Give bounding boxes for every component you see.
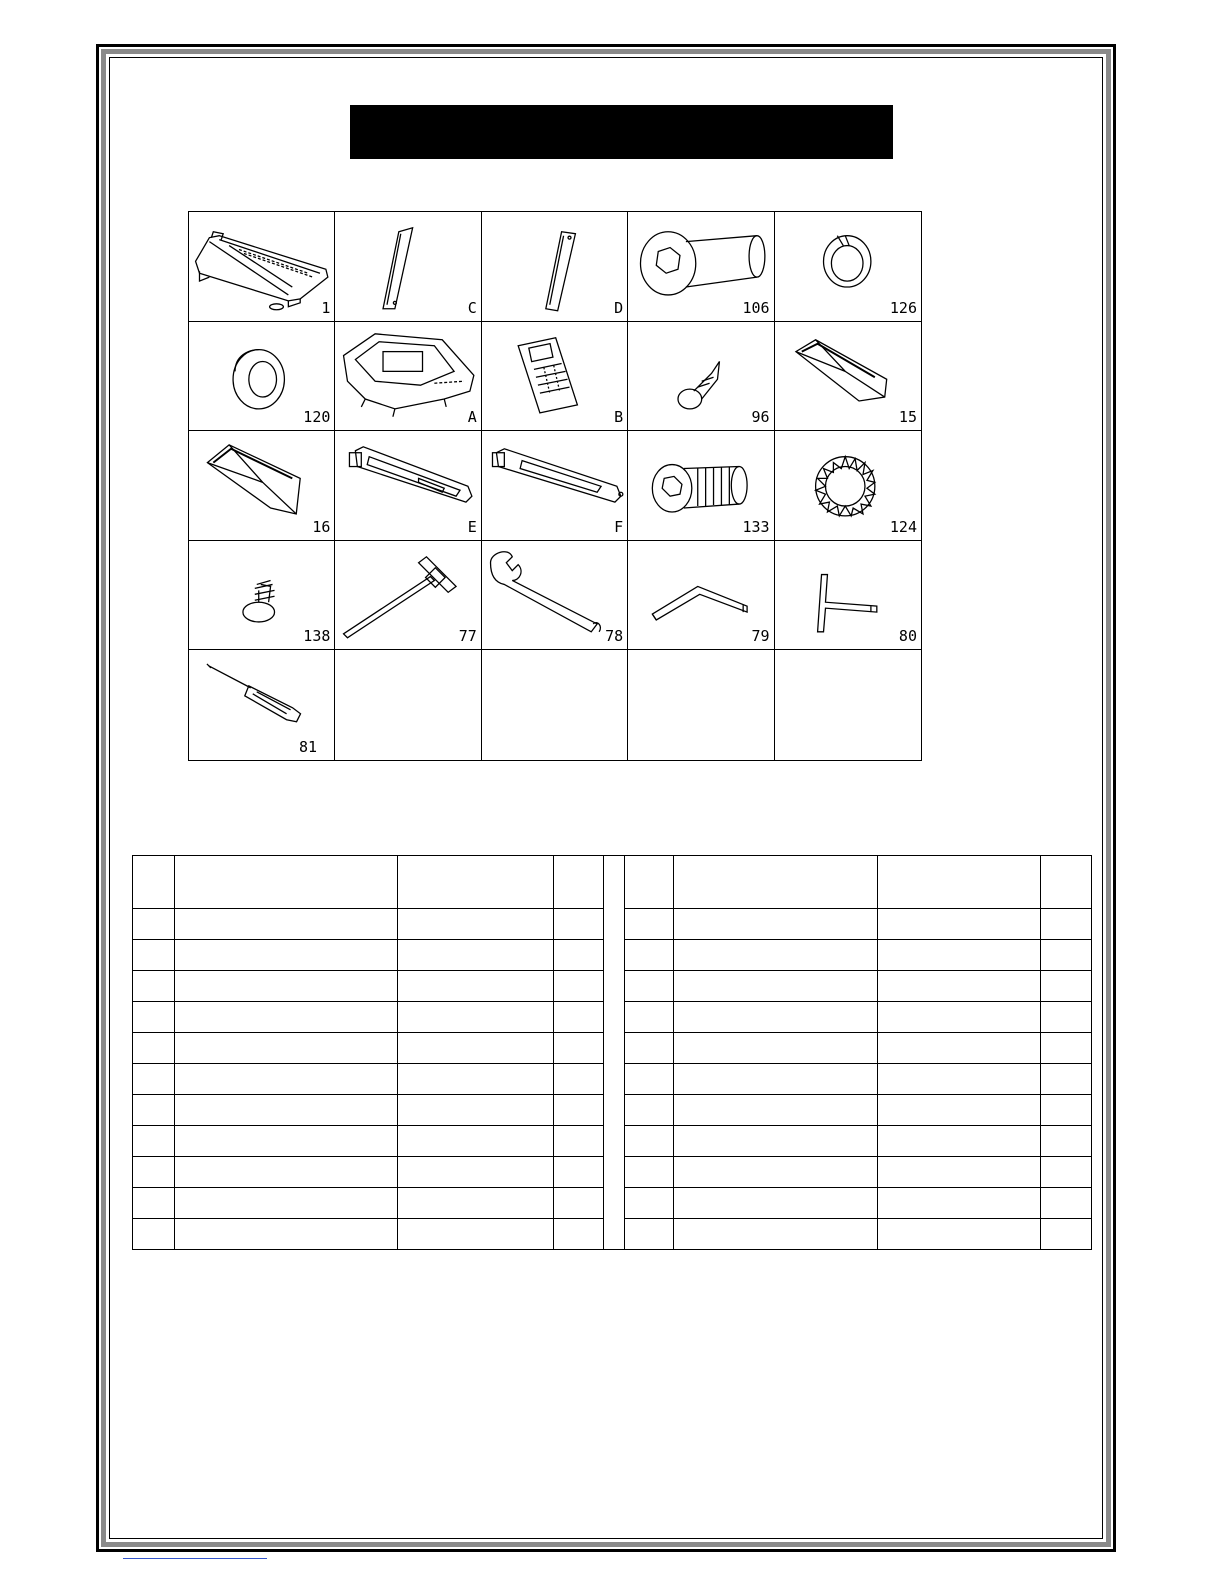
part-label: F	[614, 517, 624, 536]
part-label: D	[614, 298, 624, 317]
table-cell	[175, 971, 398, 1002]
table-cell	[625, 1188, 674, 1219]
table-cell	[554, 1095, 604, 1126]
header-cell	[175, 856, 398, 909]
table-cell	[1041, 1033, 1092, 1064]
table-cell	[398, 971, 554, 1002]
table-cell	[878, 1157, 1041, 1188]
table-cell	[133, 1002, 175, 1033]
footer-link-underline	[123, 1558, 267, 1559]
table-cell	[554, 1033, 604, 1064]
table-cell	[175, 1064, 398, 1095]
part-cell-120	[189, 322, 335, 432]
table-cell	[674, 1002, 878, 1033]
part-cell-79	[628, 541, 774, 651]
header-cell	[1041, 856, 1092, 909]
part-label: 138	[303, 627, 331, 646]
table-header-row	[133, 856, 1092, 909]
part-cell-empty	[482, 650, 628, 760]
table-cell	[674, 1033, 878, 1064]
part-cell-126	[775, 212, 921, 322]
table-cell	[133, 971, 175, 1002]
table-cell	[554, 1126, 604, 1157]
table-cell	[554, 971, 604, 1002]
table-cell	[1041, 1095, 1092, 1126]
table-cell	[878, 1033, 1041, 1064]
part-label: E	[467, 517, 477, 536]
table-cell	[175, 1126, 398, 1157]
table-cell	[133, 1033, 175, 1064]
part-cell-77	[335, 541, 481, 651]
part-label: 126	[889, 298, 917, 317]
part-cell-133	[628, 431, 774, 541]
table-cell	[554, 909, 604, 940]
table-cell	[398, 1188, 554, 1219]
table-cell	[625, 909, 674, 940]
table-cell	[878, 1095, 1041, 1126]
table-cell	[878, 1188, 1041, 1219]
table-cell	[398, 1002, 554, 1033]
part-cell-empty	[335, 650, 481, 760]
title-bar	[350, 105, 893, 159]
table-cell	[878, 909, 1041, 940]
table-cell	[175, 1219, 398, 1250]
part-label: 133	[742, 517, 770, 536]
parts-list-table	[132, 855, 1092, 1250]
table-cell	[1041, 1219, 1092, 1250]
console-frame-icon	[335, 322, 480, 431]
table-cell	[398, 940, 554, 971]
part-cell-e	[335, 431, 481, 541]
part-cell-124	[775, 431, 921, 541]
upright-bar-icon	[482, 212, 627, 321]
part-label: B	[614, 408, 624, 427]
table-cell	[175, 1188, 398, 1219]
part-label: 16	[312, 517, 331, 536]
table-cell	[1041, 940, 1092, 971]
part-label: A	[467, 408, 477, 427]
part-cell-d	[482, 212, 628, 322]
table-cell	[554, 1188, 604, 1219]
table-cell	[878, 1126, 1041, 1157]
table-cell	[878, 1002, 1041, 1033]
table-cell	[554, 1002, 604, 1033]
part-cell-138	[189, 541, 335, 651]
part-label: 15	[898, 408, 917, 427]
table-cell	[554, 1219, 604, 1250]
table-cell	[398, 1126, 554, 1157]
console-display-icon	[482, 322, 627, 431]
table-cell	[398, 1219, 554, 1250]
table-cell	[1041, 971, 1092, 1002]
table-cell	[1041, 1002, 1092, 1033]
table-cell	[175, 1033, 398, 1064]
table-cell	[398, 1157, 554, 1188]
table-cell	[878, 1219, 1041, 1250]
table-cell	[1041, 1188, 1092, 1219]
part-cell-a	[335, 322, 481, 432]
part-label: 120	[303, 408, 331, 427]
table-cell	[398, 909, 554, 940]
table-cell	[398, 1095, 554, 1126]
table-cell	[625, 1219, 674, 1250]
header-cell	[398, 856, 554, 909]
table-cell	[878, 971, 1041, 1002]
table-cell	[674, 971, 878, 1002]
part-label: 124	[889, 517, 917, 536]
table-cell	[133, 1157, 175, 1188]
table-cell	[554, 1064, 604, 1095]
part-label: 1	[321, 298, 331, 317]
table-cell	[625, 1095, 674, 1126]
table-cell	[674, 1219, 878, 1250]
part-cell-b	[482, 322, 628, 432]
part-label: 79	[751, 627, 770, 646]
table-cell	[133, 1188, 175, 1219]
part-label: 77	[458, 627, 477, 646]
table-cell	[674, 1188, 878, 1219]
upright-bar-icon	[335, 212, 480, 321]
part-cell-c	[335, 212, 481, 322]
table-cell	[625, 1157, 674, 1188]
handrail-icon	[335, 431, 480, 540]
table-cell	[1041, 1064, 1092, 1095]
part-cell-96	[628, 322, 774, 432]
header-cell	[674, 856, 878, 909]
parts-grid	[188, 211, 922, 761]
table-cell	[625, 971, 674, 1002]
part-label: 81	[299, 737, 318, 756]
table-cell	[878, 940, 1041, 971]
part-label: 80	[898, 627, 917, 646]
table-cell	[133, 1126, 175, 1157]
table-cell	[175, 1002, 398, 1033]
part-label: 78	[605, 627, 624, 646]
table-cell	[175, 1095, 398, 1126]
part-cell-16	[189, 431, 335, 541]
part-cell-empty	[775, 650, 921, 760]
part-cell-15	[775, 322, 921, 432]
part-label: C	[467, 298, 477, 317]
table-cell	[175, 940, 398, 971]
table-cell	[674, 1095, 878, 1126]
table-cell	[625, 1126, 674, 1157]
table-cell	[674, 1157, 878, 1188]
header-cell	[133, 856, 175, 909]
table-cell	[398, 1064, 554, 1095]
part-label: 106	[742, 298, 770, 317]
header-cell	[878, 856, 1041, 909]
part-cell-80	[775, 541, 921, 651]
table-gap	[604, 856, 625, 1250]
treadmill-icon	[189, 212, 334, 321]
table-cell	[133, 1064, 175, 1095]
handrail-icon	[482, 431, 627, 540]
part-cell-81	[189, 650, 335, 760]
table-cell	[674, 1064, 878, 1095]
part-cell-1	[189, 212, 335, 322]
table-cell	[133, 1219, 175, 1250]
table-cell	[398, 1033, 554, 1064]
table-cell	[674, 940, 878, 971]
table-cell	[625, 940, 674, 971]
table-cell	[554, 940, 604, 971]
table-cell	[674, 1126, 878, 1157]
part-cell-106	[628, 212, 774, 322]
table-cell	[554, 1157, 604, 1188]
table-cell	[625, 1033, 674, 1064]
header-cell	[625, 856, 674, 909]
table-cell	[133, 940, 175, 971]
table-cell	[625, 1002, 674, 1033]
header-cell	[554, 856, 604, 909]
part-cell-empty	[628, 650, 774, 760]
table-cell	[133, 1095, 175, 1126]
table-cell	[133, 909, 175, 940]
table-cell	[1041, 1126, 1092, 1157]
part-cell-78	[482, 541, 628, 651]
part-cell-f	[482, 431, 628, 541]
table-cell	[878, 1064, 1041, 1095]
table-cell	[1041, 909, 1092, 940]
table-cell	[175, 909, 398, 940]
part-label: 96	[751, 408, 770, 427]
table-cell	[1041, 1157, 1092, 1188]
table-cell	[625, 1064, 674, 1095]
table-cell	[175, 1157, 398, 1188]
table-cell	[674, 909, 878, 940]
